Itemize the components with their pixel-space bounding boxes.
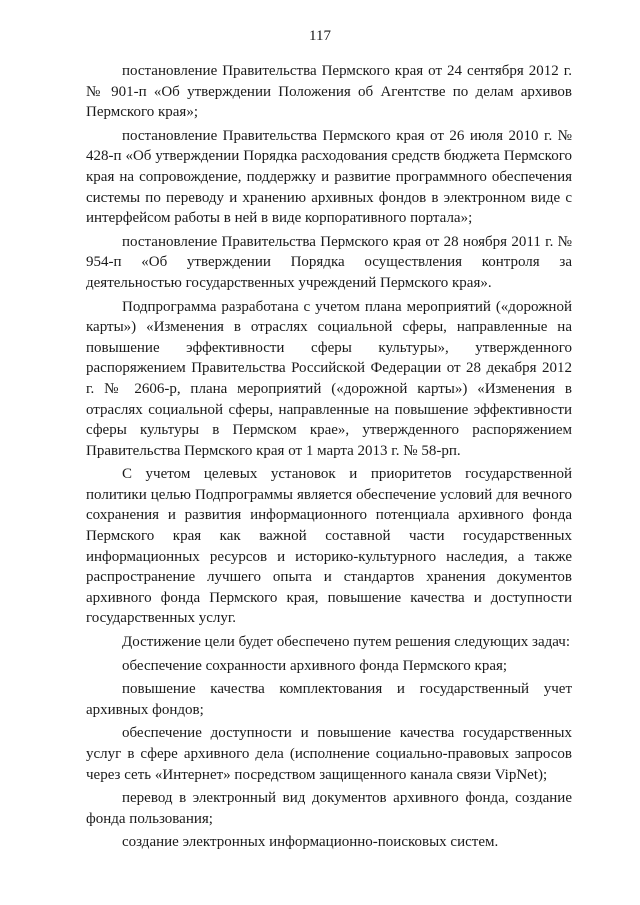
paragraph-goal: С учетом целевых установок и приоритетов государственной политики целью Подпрограммы является обеспечение условий для вечного сохранения и развития информационного потенциала архивного фонда Пермского края как важной составной части государственных информационных ресурсов и историко-культурного наследия, а также распространение лучшего опыта и стандартов хранения документов архивного фонда Пермского края, повышение качества и доступности государственных услуг.: [86, 466, 572, 627]
paragraph-decree-901p: постановление Правительства Пермского края от 24 сентября 2012 г. № 901-п «Об утверждении Положения об Агентстве по делам архивов Пермского края»;: [86, 63, 572, 121]
paragraph-decree-428p: постановление Правительства Пермского края от 26 июля 2010 г. № 428-п «Об утверждении Порядка расходования средств бюджета Пермского края на сопровождение, поддержку и развитие программного обеспечения системы по переводу и хранению архивных фондов в электронном виде с интерфейсом работы в ней в виде корпоративного портала»;: [86, 127, 572, 227]
paragraph-task-services: обеспечение доступности и повышение качества государственных услуг в сфере архивного дела (исполнение социально-правовых запросов через сеть «Интернет» посредством защищенного канала связи VipNet);: [86, 725, 572, 783]
document-body: [86, 61, 572, 856]
paragraph-roadmap: Подпрограмма разработана с учетом плана мероприятий («дорожной карты») «Изменения в отраслях социальной сферы, направленные на повышение эффективности сферы культуры», утвержденного распоряжением Правительства Российской Федерации от 28 декабря 2012 г. № 2606-р, плана мероприятий («дорожной карты») «Изменения в отраслях социальной сферы, направленные на повышение эффективности сферы культуры в Пермском крае», утвержденного распоряжением Правительства Пермского края от 1 марта 2013 г. № 58-рп.: [86, 298, 572, 459]
paragraph-tasks-intro: Достижение цели будет обеспечено путем решения следующих задач:: [122, 634, 571, 651]
paragraph-task-preservation: обеспечение сохранности архивного фонда Пермского края;: [122, 657, 508, 674]
paragraph-decree-954p: постановление Правительства Пермского края от 28 ноября 2011 г. № 954-п «Об утверждении Порядка осуществления контроля за деятельностью государственных учреждений Пермского края».: [86, 233, 572, 291]
paragraph-task-search-systems: создание электронных информационно-поисковых систем.: [122, 834, 499, 851]
page-number: 117: [309, 28, 331, 44]
paragraph-task-acquisition: повышение качества комплектования и государственный учет архивных фондов;: [86, 681, 572, 718]
paragraph-task-digitization: перевод в электронный вид документов архивного фонда, создание фонда пользования;: [86, 790, 572, 827]
